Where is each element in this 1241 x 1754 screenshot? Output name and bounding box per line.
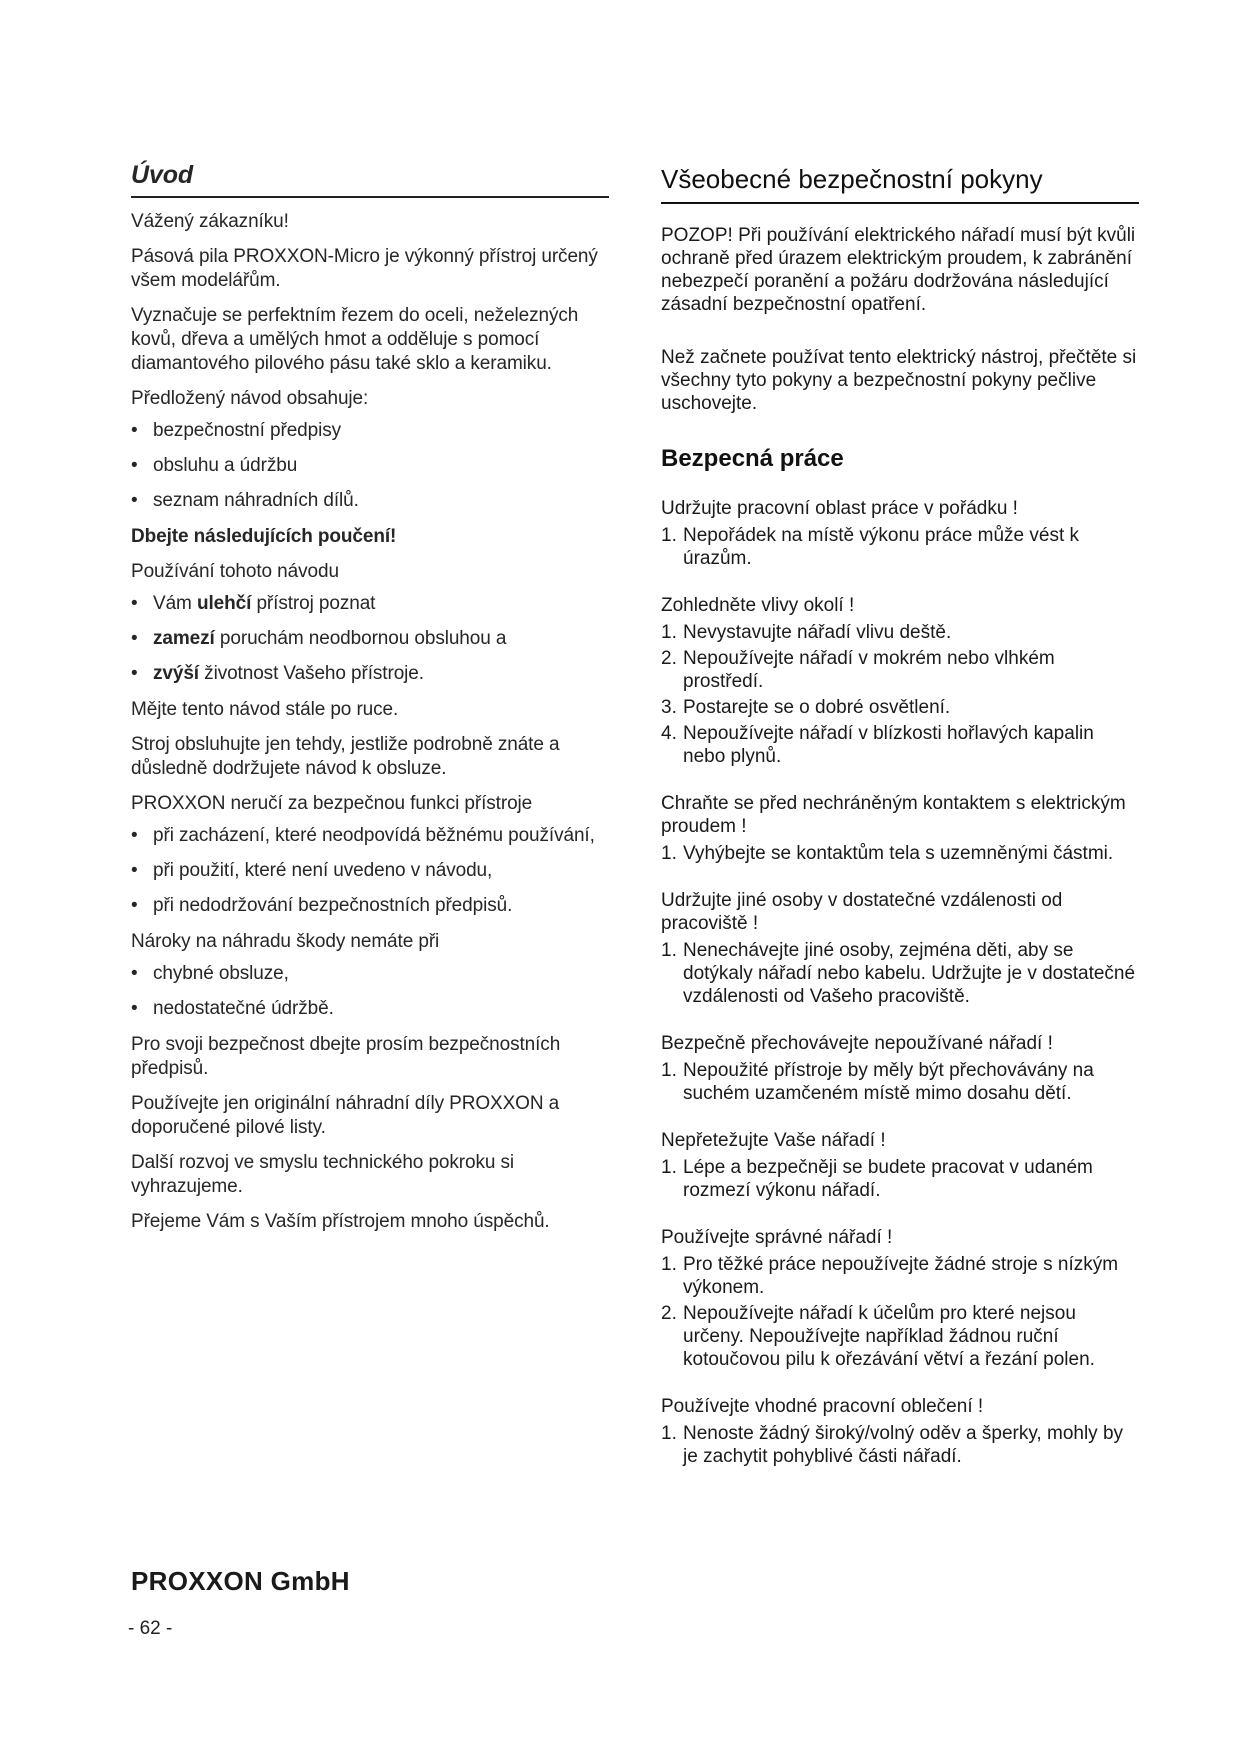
list-item [661,1422,1139,1468]
list-item [661,1253,1139,1299]
list-item [131,662,609,686]
section-heading: Udržujte pracovní oblast práce v pořádku ! [661,498,1018,519]
list-item [661,1302,1139,1371]
list-item: • bezpečnostní předpisy [131,419,609,443]
section-heading: Používejte vhodné pracovní oblečení ! [661,1396,984,1417]
section-heading: Bezpečně přechovávejte nepoužívané nářadí ! [661,1033,1053,1054]
numbered-list [661,524,1139,570]
safety-section [661,889,1139,1008]
safety-section [661,1032,1139,1105]
section-heading: Zohledněte vlivy okolí ! [661,595,855,616]
usage-paragraph: Používání tohoto návodu [131,561,339,582]
claims-list [131,962,609,1021]
item-text: Pro těžké práce nepoužívejte žádné stroje s nízkým výkonem. [683,1254,1119,1298]
item-number: 1. [661,525,677,546]
item-text: Nepoužívejte nářadí k účelům pro které nejsou určeny. Nepoužívejte například žádnou ruční kotoučovou pilu k ořezávání větví a řezání polen. [683,1303,1095,1370]
benefit-bold: zamezí [153,628,215,649]
title-rule [661,202,1139,204]
read-instructions-paragraph: Než začnete používat tento elektrický nástroj, přečtěte si všechny tyto pokyny a bezpečnostní pokyny pečlive uschovejte. [661,347,1137,414]
benefit-rest: životnost Vašeho přístroje. [204,663,424,684]
section-heading: Nepřetežujte Vaše nářadí ! [661,1130,886,1151]
list-item [661,621,1139,644]
left-column [131,160,609,1245]
benefit-bold: ulehčí [196,593,252,614]
list-item: • při použití, které není uvedeno v návodu, [131,859,609,883]
item-number: 2. [661,648,677,669]
benefit-bold: zvýší [153,663,199,684]
item-text: Lépe a bezpečněji se budete pracovat v udaném rozmezí výkonu nářadí. [683,1157,1093,1201]
list-item [661,939,1139,1008]
parts-paragraph: Používejte jen originální náhradní díly PROXXON a doporučené pilové listy. [131,1093,560,1138]
safety-section [661,1226,1139,1371]
list-item: • nedostatečné údržbě. [131,997,609,1021]
list-item [661,696,1139,719]
keep-manual-paragraph: Mějte tento návod stále po ruce. [131,699,399,720]
list-item: • při nedodržování bezpečnostních předpisů. [131,894,609,918]
title-rule [131,196,609,198]
item-number: 1. [661,622,677,643]
safety-section [661,1395,1139,1468]
section-heading: Používejte správné nářadí ! [661,1227,893,1248]
list-item: • obsluhu a údržbu [131,454,609,478]
list-item: • seznam náhradních dílů. [131,489,609,513]
intro-paragraph-1: Pásová pila PROXXON-Micro je výkonný přístroj určený všem modelářům. [131,246,598,291]
section-heading: Udržujte jiné osoby v dostatečné vzdálenosti od pracoviště ! [661,890,1063,934]
intro-title: Úvod [131,161,194,189]
company-name: PROXXON GmbH [131,1566,350,1596]
list-item [661,842,1139,865]
item-text: Nepoužívejte nářadí v blízkosti hořlavých kapalin nebo plynů. [683,723,1094,767]
notice-heading: Dbejte následujících poučení! [131,526,397,547]
liability-paragraph: PROXXON neručí za bezpečnou funkci přístroje [131,793,533,814]
warning-paragraph: POZOP! Při používání elektrického nářadí musí být kvůli ochraně před úrazem elektrickým proudem, k zabránění nebezpečí poranění a požáru dodržována následující zásadní bezpečnostní opatření. [661,225,1136,315]
safety-sections [661,497,1139,1468]
operate-paragraph: Stroj obsluhujte jen tehdy, jestliže podrobně znáte a důsledně dodržujete návod k obsluze. [131,734,560,779]
item-number: 1. [661,843,677,864]
benefit-prefix: Vám [153,593,197,614]
safety-section [661,594,1139,768]
claims-paragraph: Nároky na náhradu škody nemáte při [131,931,440,952]
benefit-rest: poruchám neodbornou obsluhou a [219,628,507,649]
numbered-list [661,842,1139,865]
item-number: 1. [661,1060,677,1081]
list-item [131,592,609,616]
list-item [661,524,1139,570]
item-text: Postarejte se o dobré osvětlení. [683,697,951,718]
item-text: Nenoste žádný široký/volný oděv a šperky, mohly by je zachytit pohyblivé části nářadí. [683,1423,1124,1467]
wishes-paragraph: Přejeme Vám s Vaším přístrojem mnoho úspěchů. [131,1211,550,1232]
item-text: Nepořádek na místě výkonu práce může vést k úrazům. [683,525,1080,569]
safety-paragraph: Pro svoji bezpečnost dbejte prosím bezpečnostních předpisů. [131,1034,561,1079]
list-item: • při zacházení, které neodpovídá běžnému používání, [131,824,609,848]
numbered-list [661,1156,1139,1202]
right-column [661,164,1139,1492]
safety-section [661,497,1139,570]
item-text: Nepoužívejte nářadí v mokrém nebo vlhkém prostředí. [683,648,1055,692]
item-number: 1. [661,940,677,961]
item-text: Nevystavujte nářadí vlivu deště. [683,622,952,643]
numbered-list [661,939,1139,1008]
item-number: 1. [661,1254,677,1275]
benefits-list [131,592,609,686]
list-item [661,722,1139,768]
item-number: 4. [661,723,677,744]
development-paragraph: Další rozvoj ve smyslu technického pokroku si vyhrazujeme. [131,1152,515,1197]
list-item [131,627,609,651]
list-item: • chybné obsluze, [131,962,609,986]
numbered-list [661,1059,1139,1105]
list-item [661,1156,1139,1202]
safety-section [661,1129,1139,1202]
item-text: Nepoužité přístroje by měly být přechovávány na suchém uzamčeném místě mimo dosahu dětí. [683,1060,1094,1104]
benefit-rest: přístroj poznat [256,593,376,614]
intro-paragraph-2: Vyznačuje se perfektním řezem do oceli, neželezných kovů, dřeva a umělých hmot a odděluje s pomocí diamantového pilového pásu také sklo a keramiku. [131,305,579,374]
safe-work-heading: Bezpecná práce [661,445,844,472]
numbered-list [661,1253,1139,1371]
item-number: 2. [661,1303,677,1324]
item-text: Vyhýbejte se kontaktům tela s uzemněnými částmi. [683,843,1114,864]
item-number: 3. [661,697,677,718]
greeting: Vážený zákazníku! [131,211,289,232]
item-text: Nenechávejte jiné osoby, zejména děti, aby se dotýkaly nářadí nebo kabelu. Udržujte je v dostatečné vzdálenosti od Vašeho pracoviště. [683,940,1136,1007]
liability-list [131,824,609,918]
list-item [661,647,1139,693]
contents-list [131,419,609,513]
safety-title: Všeobecné bezpečnostní pokyny [661,164,1043,194]
page-number: - 62 - [128,1618,173,1639]
section-heading: Chraňte se před nechráněným kontaktem s elektrickým proudem ! [661,793,1126,837]
numbered-list [661,621,1139,768]
safety-section [661,792,1139,865]
intro-paragraph-3: Předložený návod obsahuje: [131,388,369,409]
numbered-list [661,1422,1139,1468]
list-item [661,1059,1139,1105]
item-number: 1. [661,1157,677,1178]
item-number: 1. [661,1423,677,1444]
